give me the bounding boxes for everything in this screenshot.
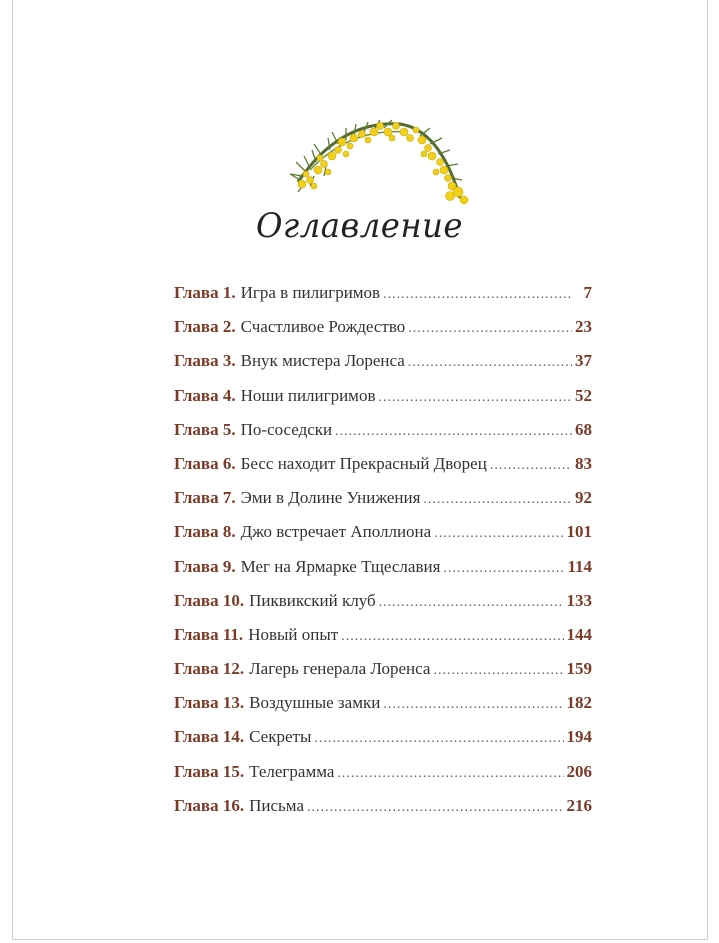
chapter-label: Глава 2. (174, 317, 236, 337)
chapter-title: Воздушные замки (249, 693, 381, 713)
chapter-title: Джо встречает Аполлиона (240, 522, 432, 542)
toc-entry (174, 591, 592, 625)
chapter-label: Глава 13. (174, 693, 245, 713)
chapter-title: Пиквикский клуб (249, 590, 376, 610)
dot-leader (379, 595, 564, 611)
toc-entry (174, 796, 592, 830)
chapter-label: Глава 14. (174, 727, 245, 747)
chapter-page-number: 159 (566, 659, 592, 679)
toc-entry (174, 659, 592, 693)
chapter-page-number: 83 (575, 453, 592, 473)
toc-entry (174, 283, 592, 317)
chapter-page-number: 37 (575, 351, 592, 371)
chapter-page-number: 133 (566, 590, 592, 610)
chapter-label: Глава 7. (174, 488, 236, 508)
chapter-page-number: 92 (575, 488, 592, 508)
toc-entry (174, 557, 592, 591)
chapter-title: Внук мистера Лоренса (240, 351, 405, 371)
chapter-page-number: 7 (583, 283, 592, 302)
toc-entry (174, 762, 592, 796)
chapter-title: Телеграмма (249, 761, 335, 781)
chapter-page-number: 144 (566, 624, 592, 644)
dot-leader (378, 390, 572, 406)
chapter-label: Глава 5. (174, 419, 236, 439)
chapter-title: Лагерь генерала Лоренса (249, 659, 431, 679)
chapter-label: Глава 1. (174, 283, 236, 302)
dot-leader (383, 697, 563, 713)
chapter-page-number: 52 (575, 385, 592, 405)
chapter-title: По-соседски (240, 419, 333, 439)
toc-entry (174, 488, 592, 522)
chapter-title: Секреты (249, 727, 312, 747)
dot-leader (490, 458, 572, 474)
toc-entry (174, 625, 592, 659)
dot-leader (434, 526, 563, 542)
chapter-page-number: 182 (566, 693, 592, 713)
toc-entry (174, 351, 592, 385)
chapter-title: Игра в пилигримов (240, 283, 381, 302)
chapter-label: Глава 3. (174, 351, 236, 371)
table-of-contents (174, 283, 592, 830)
toc-entry (174, 454, 592, 488)
toc-entry (174, 693, 592, 727)
page-title: Оглавление (255, 206, 464, 246)
chapter-title: Ноши пилигримов (240, 385, 376, 405)
dot-leader (307, 800, 564, 816)
chapter-page-number: 216 (566, 795, 592, 815)
mimosa-wreath-icon (280, 110, 475, 220)
chapter-label: Глава 11. (174, 624, 244, 644)
chapter-label: Глава 16. (174, 795, 245, 815)
dot-leader (335, 424, 572, 440)
toc-entry (174, 420, 592, 454)
dot-leader (408, 355, 572, 371)
chapter-title: Эми в Долине Унижения (240, 488, 421, 508)
dot-leader (337, 766, 563, 782)
chapter-page-number: 101 (566, 522, 592, 542)
chapter-title: Счастливое Рождество (240, 317, 406, 337)
chapter-title: Мег на Ярмарке Тщеславия (240, 556, 441, 576)
chapter-label: Глава 4. (174, 385, 236, 405)
chapter-title: Новый опыт (248, 624, 339, 644)
dot-leader (314, 731, 563, 747)
chapter-label: Глава 12. (174, 659, 245, 679)
chapter-title: Письма (249, 795, 304, 815)
chapter-label: Глава 15. (174, 761, 245, 781)
dot-leader (341, 629, 563, 645)
chapter-page-number: 114 (567, 556, 592, 576)
toc-entry (174, 386, 592, 420)
dot-leader (423, 492, 572, 508)
toc-entry (174, 317, 592, 351)
chapter-page-number: 23 (575, 317, 592, 337)
chapter-page-number: 194 (566, 727, 592, 747)
chapter-title: Бесс находит Прекрасный Дворец (240, 453, 487, 473)
chapter-label: Глава 6. (174, 453, 236, 473)
chapter-label: Глава 9. (174, 556, 236, 576)
chapter-label: Глава 8. (174, 522, 236, 542)
dot-leader (443, 561, 564, 577)
toc-entry (174, 727, 592, 761)
dot-leader (408, 321, 572, 337)
dot-leader (383, 287, 573, 303)
chapter-label: Глава 10. (174, 590, 245, 610)
dot-leader (433, 663, 563, 679)
chapter-page-number: 206 (566, 761, 592, 781)
chapter-page-number: 68 (575, 419, 592, 439)
toc-entry (174, 522, 592, 556)
